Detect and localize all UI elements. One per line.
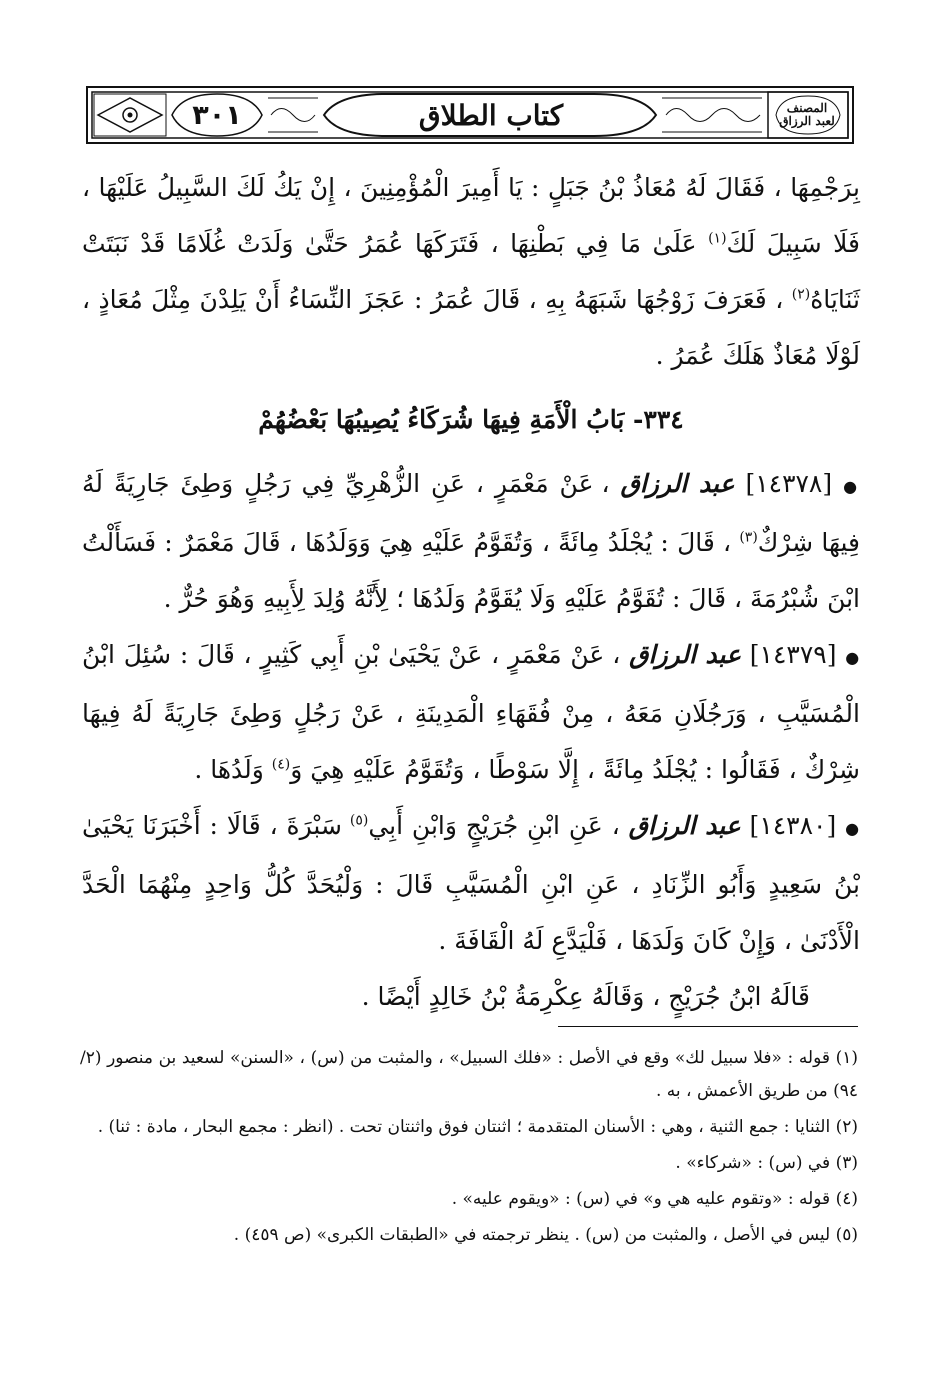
hadith-text: ، عَنِ ابْنِ جُرَيْجٍ وَابْنِ أَبِي bbox=[368, 811, 620, 840]
footnote-divider bbox=[558, 1026, 858, 1027]
footnote-ref-3[interactable]: (٣) bbox=[739, 529, 758, 546]
hadith-number: [١٤٣٧٨] bbox=[745, 469, 833, 498]
hadith-text-2: سَبْرَةَ ، قَالَا : أَخْبَرَنَا يَحْيَىٰ بْنُ سَعِيدٍ وَأَبُو الزِّنَادِ ، عَنِ ابْنِ الْمُسَيَّبِ قَالَ : وَلْيُحَدَّ كُلُّ وَاحِدٍ مِنْهُمَا الْحَدَّ الْأَدْنَىٰ ، وَإِنْ كَانَ وَلَدَهَا ، فَلْيَدَّعِ لَهُ الْقَافَةَ . bbox=[82, 811, 860, 955]
bullet-icon: ● bbox=[843, 477, 861, 496]
footnote-3: (٣) في (س) : «شركاء» . bbox=[675, 1153, 858, 1173]
footnote-ref-1[interactable]: (١) bbox=[708, 230, 727, 247]
hadith-text: ، عَنْ مَعْمَرٍ ، عَنِ الزُّهْرِيِّ فِي رَجُلٍ وَطِئَ جَارِيَةً لَهُ فِيهَا شِرْكٌ bbox=[82, 469, 860, 557]
footnote-2: (٢) الثنايا : جمع الثنية ، وهي : الأسنان المتقدمة ؛ اثنتان فوق واثنتان تحت . (انظر : مجمع البحار ، مادة : ثنا) . bbox=[97, 1117, 858, 1137]
page-header bbox=[86, 86, 854, 144]
intro-text-3: ، فَعَرَفَ زَوْجُهَا شَبَهَهُ بِهِ ، قَالَ عُمَرُ : عَجَزَ النِّسَاءُ أَنْ يَلِدْنَ مِثْلَ مُعَاذٍ ، لَوْلَا مُعَاذٌ هَلَكَ عُمَرُ . bbox=[82, 285, 860, 370]
page-number: ٣٠١ bbox=[192, 99, 242, 131]
hadith-14380 bbox=[82, 798, 860, 969]
hadith-text-2: ، قَالَ : يُجْلَدُ مِائَةً ، وَتُقَوَّمُ عَلَيْهِ هِيَ وَوَلَدُهَا ، قَالَ مَعْمَرٌ : فَسَأَلْتُ ابْنَ شُبْرُمَةَ ، قَالَ : تُقَوَّمُ عَلَيْهِ وَلَا يُقَوَّمُ وَلَدُهَا ؛ لِأَنَّهُ وُلِدَ لِأَبِيهِ وَهُوَ حُرٌّ . bbox=[82, 528, 860, 613]
book-title: كتاب الطلاق bbox=[418, 98, 564, 132]
intro-text: بِرَجْمِهَا ، فَقَالَ لَهُ مُعَاذُ بْنُ جَبَلٍ : يَا أَمِيرَ الْمُؤْمِنِينَ ، إِنْ يَكُ لَكَ السَّبِيلُ عَلَيْهَا ، فَلَا سَبِيلَ لَكَ bbox=[82, 173, 860, 258]
footnote-ref-4[interactable]: (٤) bbox=[271, 756, 291, 773]
hadith-text-2: وَلَدُهَا . bbox=[194, 755, 272, 784]
emblem-line-2: لعبد الرزاق bbox=[779, 114, 835, 128]
footnote-5: (٥) ليس في الأصل ، والمثبت من (س) . ينظر ترجمته في «الطبقات الكبرى» (ص ٤٥٩) . bbox=[233, 1225, 858, 1245]
footnote-ref-2[interactable]: (٢) bbox=[791, 286, 811, 303]
hadith-number: [١٤٣٨٠] bbox=[749, 811, 837, 840]
hadith-number: [١٤٣٧٩] bbox=[749, 640, 837, 669]
footnotes bbox=[80, 1042, 858, 1255]
hadith-text: ، عَنْ مَعْمَرٍ ، عَنْ يَحْيَىٰ بْنِ أَبِي كَثِيرٍ ، قَالَ : سُئِلَ ابْنُ الْمُسَيَّبِ ، وَرَجُلَانِ مَعَهُ ، مِنْ فُقَهَاءِ الْمَدِينَةِ ، عَنْ رَجُلٍ وَطِئَ جَارِيَةً لَهُ فِيهَا شِرْكٌ ، فَقَالُوا : يُجْلَدُ مِائَةً ، إِلَّا سَوْطًا ، وَتُقَوَّمُ عَلَيْهِ هِيَ وَ bbox=[82, 640, 860, 784]
narrator-name: عبد الرزاق bbox=[628, 811, 741, 840]
main-text bbox=[82, 160, 860, 1025]
bullet-icon: ● bbox=[845, 819, 861, 838]
narrator-name: عبد الرزاق bbox=[629, 640, 742, 669]
book-emblem bbox=[771, 91, 843, 139]
narrator-name: عبد الرزاق bbox=[620, 469, 735, 498]
emblem-line-1: المصنف bbox=[786, 101, 828, 116]
hadith-14378 bbox=[82, 456, 860, 627]
chapter-heading: ٣٣٤- بَابُ الْأَمَةِ فِيهَا شُرَكَاءُ يُصِيبُهَا بَعْضُهُمْ bbox=[258, 405, 684, 434]
hadith-14379 bbox=[82, 627, 860, 798]
footnote-4: (٤) قوله : «وتقوم عليه هي و» في (س) : «ويقوم عليه» . bbox=[451, 1189, 858, 1209]
intro-paragraph bbox=[82, 160, 860, 384]
closing-line: قَالَهُ ابْنُ جُرَيْجٍ ، وَقَالَهُ عِكْرِمَةُ بْنُ خَالِدٍ أَيْضًا . bbox=[361, 982, 810, 1011]
footnote-ref-5[interactable]: (٥) bbox=[349, 812, 369, 829]
intro-text-2: عَلَىٰ مَا فِي بَطْنِهَا ، فَتَرَكَهَا عُمَرُ حَتَّىٰ وَلَدَتْ غُلَامًا قَدْ نَبَتَتْ ثَنَايَاهُ bbox=[82, 229, 860, 314]
footnote-1: (١) قوله : «فلا سبيل لك» وقع في الأصل : «فلك السبيل» ، والمثبت من (س) ، «السنن» لسعيد بن منصور (٢/ ٩٤) من طريق الأعمش ، به . bbox=[80, 1048, 858, 1101]
bullet-icon: ● bbox=[845, 648, 860, 667]
